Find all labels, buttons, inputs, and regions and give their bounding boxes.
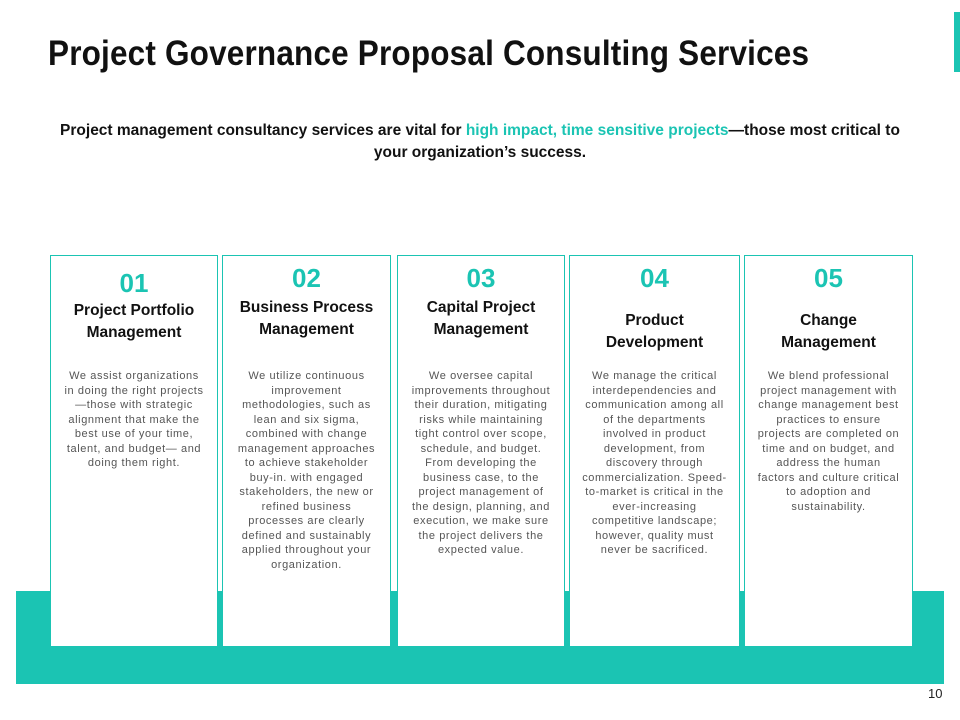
service-card-1 [50,255,218,647]
card-description: We assist organizations in doing the right projects—those with strategic alignment that make the best use of your time, talent, and budget— and doing them right. [64,370,204,469]
card-heading: Product Development [605,312,704,351]
page-number: 10 [928,686,943,701]
slide-title: Project Governance Proposal Consulting Services [48,34,810,73]
subtitle-highlight: high impact, time sensitive projects [465,122,729,139]
subtitle-text-end: —those most critical to your organization’s success. [373,122,900,161]
card-number: 03 [466,263,496,293]
corner-accent-bar [954,12,960,72]
card-heading: Capital Project Management [426,299,536,338]
service-card-2 [222,255,391,647]
card-description: We manage the critical interdependencies and communication among all of the departments involved in product development, from discovery through commercialization. Speed-to-market is critical in the ever-increasing competitive landscape; however, quality must never be sacrificed. [582,370,727,556]
card-number: 01 [119,268,149,298]
slide-subtitle [60,120,900,164]
service-card-3 [397,255,565,647]
card-description: We blend professional project management with change management best practices to ensure projects are completed on time and on budget, and address the human factors and culture critical to adoption and sustainability. [757,370,900,513]
card-heading: Change Management [781,312,876,351]
subtitle-text-start: Project management consultancy services are vital for [60,122,466,139]
card-heading: Business Process Management [239,299,374,338]
card-number: 02 [292,263,321,293]
card-number: 04 [640,263,669,293]
service-card-4 [569,255,740,647]
card-description: We utilize continuous improvement methodologies, such as lean and six sigma, combined with change management approaches to achieve stakeholder buy-in. with engaged stakeholders, the new or refined business processes are clearly defined and sustainably applied throughout your organization. [237,370,376,571]
service-card-5 [744,255,913,647]
card-description: We oversee capital improvements throughout their duration, mitigating risks while maintaining tight control over scope, schedule, and budget. From developing the business case, to the project management of the design, planning, and execution, we make sure the project delivers the expected value. [411,370,551,556]
card-number: 05 [814,263,843,293]
card-heading: Project Portfolio Management [73,302,195,341]
